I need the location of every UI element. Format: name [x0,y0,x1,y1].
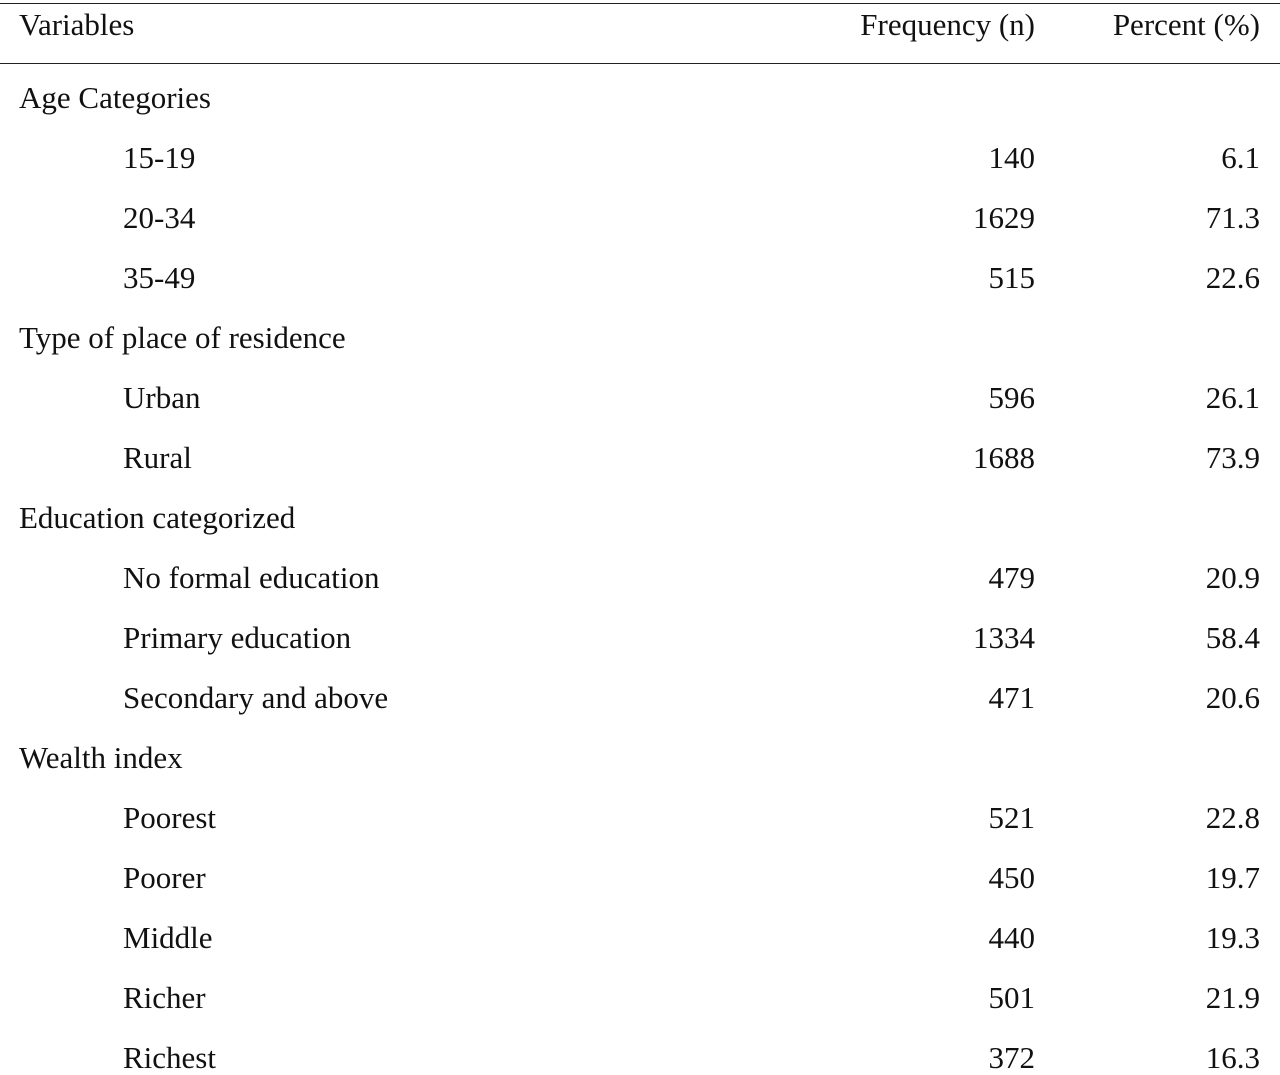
frequency-cell: 471 [988,680,1035,715]
table-row [0,854,1280,955]
frequency-cell: 1688 [973,440,1035,475]
percent-cell: 22.6 [1205,260,1260,295]
frequency-cell: 596 [988,380,1035,415]
table-row [0,734,1280,835]
category-row [0,14,1280,115]
table-row [0,794,1280,895]
table-row [0,74,1280,175]
table-row [0,914,1280,1015]
row-label: No formal education [123,560,380,595]
percent-cell: 73.9 [1205,440,1260,475]
percent-cell: 21.9 [1205,980,1260,1015]
table-row [0,974,1280,1075]
category-label: Education categorized [19,500,296,535]
row-label: Primary education [123,620,352,655]
row-label: Poorer [123,860,206,895]
category-label: Age Categories [19,80,211,115]
header-frequency: Frequency (n) [860,7,1035,42]
row-label: Middle [123,920,213,955]
category-label: Type of place of residence [19,320,346,355]
row-label: Rural [123,440,192,475]
percent-cell: 58.4 [1205,620,1260,655]
header-percent: Percent (%) [1112,7,1260,42]
percent-cell: 19.7 [1205,860,1260,895]
table-row [0,194,1280,295]
row-label: Urban [123,380,201,415]
frequency-cell: 1629 [973,200,1035,235]
percent-cell: 6.1 [1221,140,1260,175]
frequency-cell: 450 [988,860,1035,895]
percent-cell: 26.1 [1205,380,1260,415]
frequency-cell: 521 [988,800,1035,835]
row-label: 35-49 [123,260,196,295]
percent-cell: 22.8 [1205,800,1260,835]
frequency-cell: 440 [988,920,1035,955]
table-row [0,374,1280,475]
frequency-cell: 501 [988,980,1035,1015]
percent-cell: 19.3 [1205,920,1260,955]
category-row [0,254,1280,355]
percent-cell: 71.3 [1205,200,1260,235]
category-row [0,434,1280,535]
category-row [0,674,1280,775]
frequency-cell: 372 [988,1040,1035,1075]
frequency-cell: 515 [988,260,1035,295]
frequency-cell: 140 [988,140,1035,175]
header-variables: Variables [19,7,135,42]
table-row [0,494,1280,595]
row-label: Poorest [123,800,216,835]
table-row [0,134,1280,235]
percent-cell: 16.3 [1205,1040,1260,1075]
table-row [0,614,1280,715]
percent-cell: 20.9 [1205,560,1260,595]
percent-cell: 20.6 [1205,680,1260,715]
frequency-cell: 479 [988,560,1035,595]
row-label: Secondary and above [123,680,389,715]
row-label: 20-34 [123,200,196,235]
category-label: Wealth index [19,740,183,775]
row-label: 15-19 [123,140,196,175]
frequency-cell: 1334 [973,620,1035,655]
row-label: Richest [123,1040,216,1075]
row-label: Richer [123,980,206,1015]
table-row [0,554,1280,655]
table-row [0,314,1280,415]
